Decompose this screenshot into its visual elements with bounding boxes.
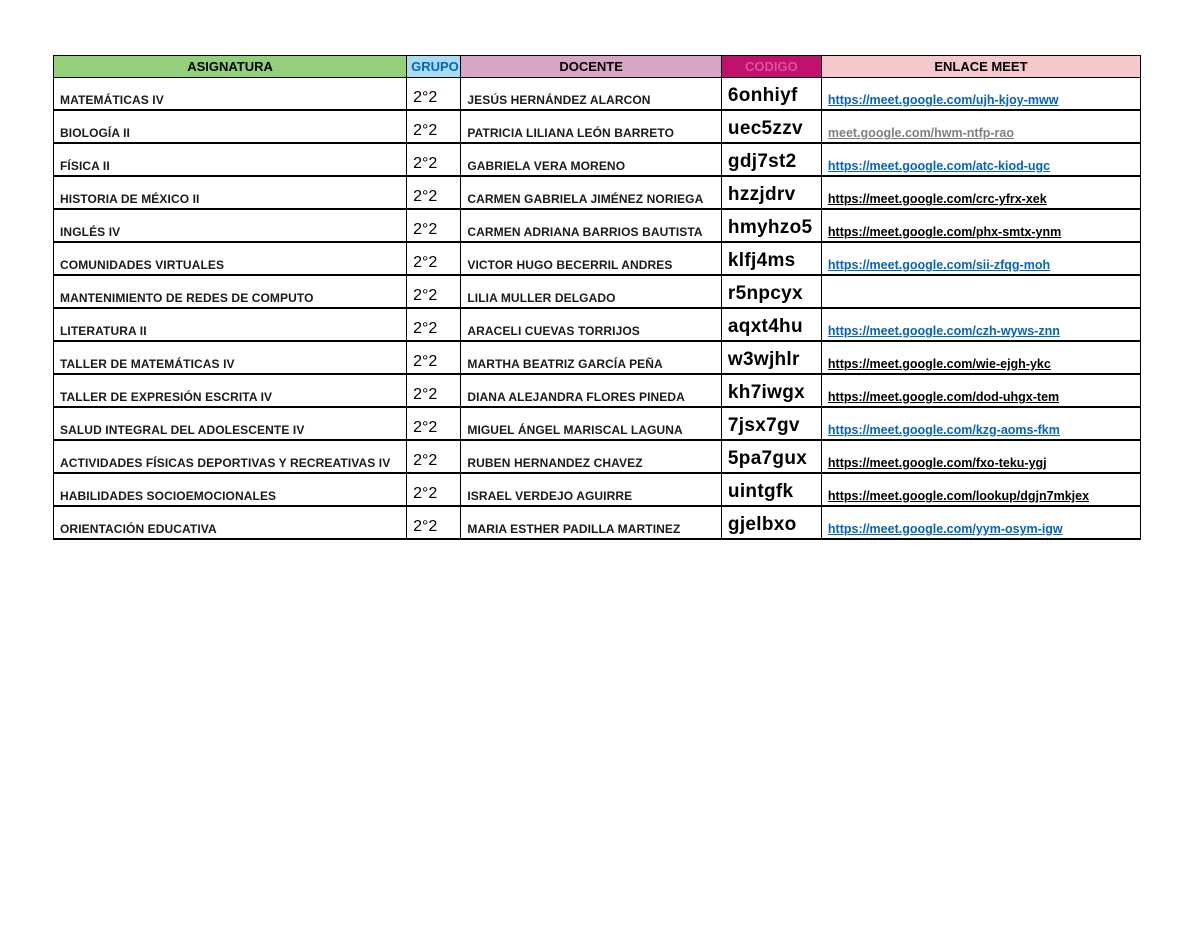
meet-link[interactable]: https://meet.google.com/dod-uhgx-tem: [827, 390, 1060, 404]
table-row: [54, 374, 1141, 407]
cell-grupo: 2°2: [407, 110, 461, 143]
cell-codigo: gdj7st2: [721, 143, 821, 176]
cell-codigo: hmyhzo5: [721, 209, 821, 242]
cell-docente: VICTOR HUGO BECERRIL ANDRES: [461, 242, 722, 275]
cell-asignatura: SALUD INTEGRAL DEL ADOLESCENTE IV: [54, 407, 407, 440]
header-row: [54, 56, 1141, 78]
cell-grupo: 2°2: [407, 506, 461, 539]
table-row: [54, 308, 1141, 341]
header-codigo: CODIGO: [721, 56, 821, 78]
cell-asignatura: TALLER DE MATEMÁTICAS IV: [54, 341, 407, 374]
table-row: [54, 440, 1141, 473]
meet-link[interactable]: https://meet.google.com/ujh-kjoy-mww: [827, 93, 1059, 107]
header-grupo: GRUPO: [407, 56, 461, 78]
cell-docente: MIGUEL ÁNGEL MARISCAL LAGUNA: [461, 407, 722, 440]
cell-docente: PATRICIA LILIANA LEÓN BARRETO: [461, 110, 722, 143]
cell-codigo: kh7iwgx: [721, 374, 821, 407]
cell-docente: DIANA ALEJANDRA FLORES PINEDA: [461, 374, 722, 407]
table-row: [54, 341, 1141, 374]
cell-grupo: 2°2: [407, 143, 461, 176]
cell-grupo: 2°2: [407, 209, 461, 242]
meet-link[interactable]: https://meet.google.com/crc-yfrx-xek: [827, 192, 1047, 206]
cell-asignatura: ORIENTACIÓN EDUCATIVA: [54, 506, 407, 539]
meet-link[interactable]: https://meet.google.com/fxo-teku-ygj: [827, 456, 1047, 470]
meet-link[interactable]: meet.google.com/hwm-ntfp-rao: [827, 126, 1015, 140]
cell-asignatura: BIOLOGÍA II: [54, 110, 407, 143]
cell-enlace-meet: [821, 473, 1140, 506]
cell-asignatura: MATEMÁTICAS IV: [54, 78, 407, 111]
cell-enlace-meet: [821, 209, 1140, 242]
cell-docente: CARMEN ADRIANA BARRIOS BAUTISTA: [461, 209, 722, 242]
cell-docente: ARACELI CUEVAS TORRIJOS: [461, 308, 722, 341]
cell-docente: CARMEN GABRIELA JIMÉNEZ NORIEGA: [461, 176, 722, 209]
table-body: [54, 78, 1141, 540]
table-row: [54, 78, 1141, 111]
table-row: [54, 242, 1141, 275]
cell-codigo: aqxt4hu: [721, 308, 821, 341]
cell-enlace-meet: [821, 506, 1140, 539]
cell-grupo: 2°2: [407, 176, 461, 209]
cell-enlace-meet: [821, 78, 1140, 111]
cell-grupo: 2°2: [407, 341, 461, 374]
cell-grupo: 2°2: [407, 473, 461, 506]
cell-enlace-meet: [821, 440, 1140, 473]
cell-codigo: r5npcyx: [721, 275, 821, 308]
cell-enlace-meet: [821, 110, 1140, 143]
cell-asignatura: FÍSICA II: [54, 143, 407, 176]
table-row: [54, 209, 1141, 242]
header-enlace-meet: ENLACE MEET: [821, 56, 1140, 78]
cell-grupo: 2°2: [407, 78, 461, 111]
cell-codigo: uec5zzv: [721, 110, 821, 143]
cell-codigo: klfj4ms: [721, 242, 821, 275]
table-row: [54, 275, 1141, 308]
cell-codigo: uintgfk: [721, 473, 821, 506]
cell-docente: MARIA ESTHER PADILLA MARTINEZ: [461, 506, 722, 539]
cell-codigo: hzzjdrv: [721, 176, 821, 209]
table-row: [54, 176, 1141, 209]
meet-link[interactable]: https://meet.google.com/kzg-aoms-fkm: [827, 423, 1060, 437]
cell-enlace-meet: [821, 407, 1140, 440]
cell-docente: MARTHA BEATRIZ GARCÍA PEÑA: [461, 341, 722, 374]
cell-asignatura: INGLÉS IV: [54, 209, 407, 242]
table-row: [54, 506, 1141, 539]
cell-asignatura: HABILIDADES SOCIOEMOCIONALES: [54, 473, 407, 506]
cell-asignatura: ACTIVIDADES FÍSICAS DEPORTIVAS Y RECREATIVAS IV: [54, 440, 407, 473]
cell-asignatura: HISTORIA DE MÉXICO II: [54, 176, 407, 209]
cell-enlace-meet: [821, 374, 1140, 407]
cell-enlace-meet: [821, 143, 1140, 176]
cell-enlace-meet: [821, 308, 1140, 341]
cell-docente: LILIA MULLER DELGADO: [461, 275, 722, 308]
cell-codigo: gjelbxo: [721, 506, 821, 539]
header-docente: DOCENTE: [461, 56, 722, 78]
meet-link[interactable]: https://meet.google.com/phx-smtx-ynm: [827, 225, 1062, 239]
cell-codigo: w3wjhlr: [721, 341, 821, 374]
cell-enlace-meet: [821, 242, 1140, 275]
cell-asignatura: LITERATURA II: [54, 308, 407, 341]
meet-link[interactable]: https://meet.google.com/atc-kiod-ugc: [827, 159, 1051, 173]
cell-docente: ISRAEL VERDEJO AGUIRRE: [461, 473, 722, 506]
cell-codigo: 7jsx7gv: [721, 407, 821, 440]
cell-docente: GABRIELA VERA MORENO: [461, 143, 722, 176]
meet-link[interactable]: https://meet.google.com/yym-osym-igw: [827, 522, 1063, 536]
schedule-table: [53, 55, 1141, 540]
cell-grupo: 2°2: [407, 242, 461, 275]
meet-link[interactable]: https://meet.google.com/lookup/dgjn7mkjex: [827, 489, 1090, 503]
cell-grupo: 2°2: [407, 407, 461, 440]
cell-grupo: 2°2: [407, 374, 461, 407]
cell-docente: RUBEN HERNANDEZ CHAVEZ: [461, 440, 722, 473]
cell-enlace-meet: [821, 176, 1140, 209]
header-asignatura: ASIGNATURA: [54, 56, 407, 78]
cell-asignatura: TALLER DE EXPRESIÓN ESCRITA IV: [54, 374, 407, 407]
cell-codigo: 6onhiyf: [721, 78, 821, 111]
table-row: [54, 110, 1141, 143]
cell-enlace-meet: [821, 275, 1140, 308]
table-row: [54, 407, 1141, 440]
cell-asignatura: COMUNIDADES VIRTUALES: [54, 242, 407, 275]
cell-codigo: 5pa7gux: [721, 440, 821, 473]
cell-grupo: 2°2: [407, 308, 461, 341]
cell-grupo: 2°2: [407, 275, 461, 308]
cell-enlace-meet: [821, 341, 1140, 374]
meet-link[interactable]: https://meet.google.com/czh-wyws-znn: [827, 324, 1060, 338]
meet-link[interactable]: https://meet.google.com/wie-ejgh-ykc: [827, 357, 1051, 371]
cell-grupo: 2°2: [407, 440, 461, 473]
meet-link[interactable]: https://meet.google.com/sii-zfqg-moh: [827, 258, 1051, 272]
table-row: [54, 473, 1141, 506]
table-row: [54, 143, 1141, 176]
cell-asignatura: MANTENIMIENTO DE REDES DE COMPUTO: [54, 275, 407, 308]
cell-docente: JESÚS HERNÁNDEZ ALARCON: [461, 78, 722, 111]
